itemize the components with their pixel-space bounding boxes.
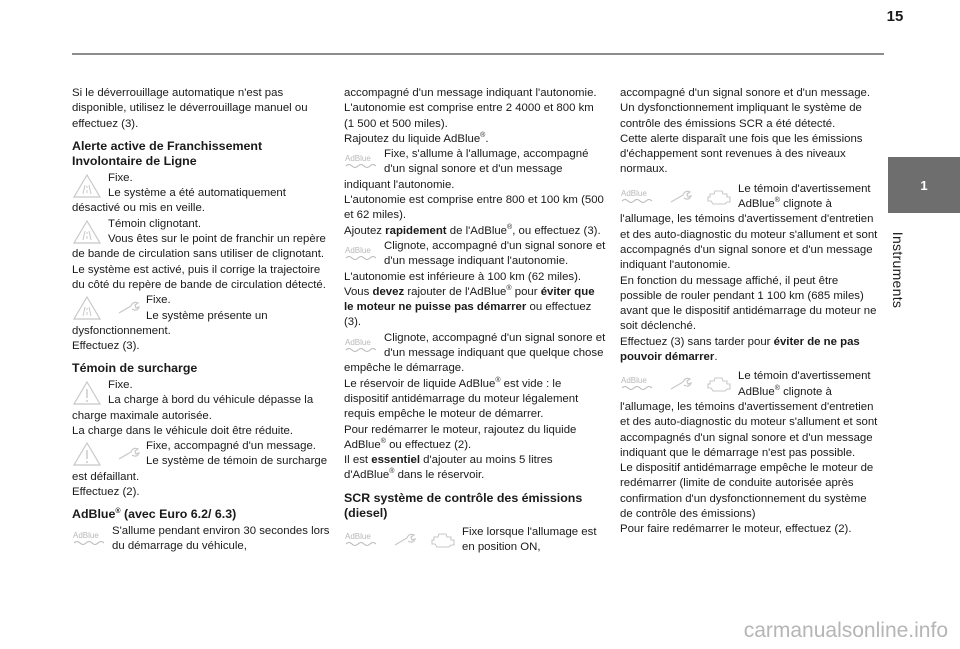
overload-fault-block: Fixe, accompagné d'un message. Le système de témoin de surcharge est défaillant. [72,440,328,483]
svg-text:AdBlue: AdBlue [345,154,371,164]
lane-fixed-block: Fixe. Le système a été automatiquement désactivé ou mis en veille. [72,171,286,215]
adblue-icon [344,335,378,357]
intro-text: Si le déverrouillage automatique n'est pas disponible, utilisez le déverrouillage manuel ou effectuez (3). [72,87,308,130]
overload-warning-icon [72,380,102,406]
heading-adblue: AdBlue® (avec Euro 6.2/ 6.3) [72,507,237,522]
lane-blink-block: Témoin clignotant. Vous êtes sur le point de franchir un repère de bande de circulation sans utiliser de clignotant. [72,217,326,261]
chapter-label: Instruments [890,231,907,309]
scr-fixed-block: AdBlue Fixe lorsque l'allumage est en position ON, [345,525,597,554]
engine-icon [430,531,456,549]
chapter-number: 1 [920,177,928,193]
wrench-icon [116,446,140,462]
lane-fault-block: Fixe. Le système présente un dysfonctionnement. [72,294,268,337]
column-1: Si le déverrouillage automatique n'est pas disponible, utilisez le déverrouillage manuel ou effectuez (3). Alerte active de Franchissement Involontaire de Ligne Fixe. Le système a été automatiquement désactivé ou mis en veille. Témoin clignotant. Vous êtes sur le point de franchir un repère de bande de circulation sans utiliser de clignotant. Le système est activé, puis il corrige la trajectoire du côté du repère de bande de circulation détecté. Fixe. Le système présente un dysfonctionnement. Effectuez (3). Témoin de surcharge Fixe. La charge à bord du véhicule dépasse la charge maximale autorisée. La charge dans le véhicule doit être réduite. Fixe, accompagné d'un message. Le système de témoin de surcharge est défaillant. Effectuez (2). AdBlue® (avec Euro 6.2/ 6.3) AdBlue S'allume pendant environ 30 secondes lors du démarrage du véhicule, [72,86,334,554]
wrench-icon [668,376,692,392]
adblue-icon [72,528,106,550]
overload-warning-icon [72,441,102,467]
overload-fixed-block: Fixe. La charge à bord du véhicule dépasse la charge maximale autorisée. [72,378,314,422]
svg-text:AdBlue: AdBlue [345,245,371,255]
lane-warning-icon [72,173,102,199]
adblue-icon [620,186,654,208]
heading-lane-departure: Alerte active de Franchissement Involontaire de Ligne [72,138,263,169]
svg-text:AdBlue: AdBlue [345,531,371,541]
adblue-icon [344,243,378,265]
adblue-warning-block-2: AdBlue Le témoin d'avertissement AdBlue® clignote à l'allumage, les témoins d'avertissement d'entretien et des auto-diagnostic du moteur s'allument et sont accompagnés d'un signal sonore et d'un message indiquant que le démarrage n'est pas possible. [620,370,878,459]
lane-warning-icon [72,219,102,245]
wrench-icon [116,300,140,316]
column-3: accompagné d'un signal sonore et d'un message. Un dysfonctionnement impliquant le système de contrôle des émissions SCR a été détecté. Cette alerte disparaît une fois que les émissions d'échappement sont revenues à des niveaux normaux. AdBlue Le témoin d'avertissement AdBlue® clignote à l'allumage, les témoins d'avertissement d'entretien et des auto-diagnostic du moteur s'allument et sont accompagnés d'un signal sonore et d'un message indiquant l'autonomie. En fonction du message affiché, il peut être possible de rouler pendant 1 100 km (685 miles) avant que le dispositif antidémarrage du moteur ne soit déclenché. Effectuez (3) sans tarder pour éviter de ne pas pouvoir démarrer. AdBlue Le témoin d'avertissement AdBlue® clignote à l'allumage, les témoins d'avertissement d'entretien et des auto-diagnostic du moteur s'allument et sont accompagnés d'un signal sonore et d'un message indiquant que le démarrage n'est pas possible. Le dispositif antidémarrage empêche le moteur de redémarrer (limite de conduite autorisée après confirmation d'un dysfonctionnement du système de contrôle des émissions) Pour faire redémarrer le moteur, effectuez (2). [620,86,882,538]
svg-text:AdBlue: AdBlue [621,376,647,386]
page-number: 15 [886,8,904,25]
heading-overload: Témoin de surcharge [72,361,198,376]
adblue-warning-block-1: AdBlue Le témoin d'avertissement AdBlue® clignote à l'allumage, les témoins d'avertissement d'entretien et des auto-diagnostic du moteur s'allument et sont accompagnés d'un signal sonore et d'un message indiquant l'autonomie. [620,182,878,272]
engine-icon [706,375,732,393]
chapter-tab[interactable] [888,157,960,213]
wrench-icon [668,189,692,205]
heading-scr: SCR système de contrôle des émissions (diesel) [344,490,583,521]
adblue-on-block: AdBlue S'allume pendant environ 30 secondes lors du démarrage du véhicule, [73,524,330,553]
svg-text:AdBlue: AdBlue [345,337,371,347]
adblue-icon [620,373,654,395]
engine-icon [706,188,732,206]
svg-text:AdBlue: AdBlue [73,530,99,540]
wrench-icon [392,532,416,548]
header-rule [72,53,884,55]
column-2: accompagné d'un message indiquant l'autonomie. L'autonomie est comprise entre 2 4000 et 800 km (1 500 et 500 miles). Rajoutez du liquide AdBlue®. AdBlue Fixe, s'allume à l'allumage, accompagné d'un signal sonore et d'un message indiquant l'autonomie. L'autonomie est comprise entre 800 et 100 km (500 et 62 miles). Ajoutez rapidement de l'AdBlue®, ou effectuez (3). AdBlue Clignote, accompagné d'un signal sonore et d'un message indiquant l'autonomie. L'autonomie est inférieure à 100 km (62 miles). Vous devez rajouter de l'AdBlue® pour éviter que le moteur ne puisse pas démarrer ou effectuez (3). AdBlue Clignote, accompagné d'un signal sonore et d'un message indiquant que quelque chose empêche le démarrage. Le réservoir de liquide AdBlue® est vide : le dispositif antidémarrage du moteur légalement requis empêche le moteur de démarrer. Pour redémarrer le moteur, rajoutez du liquide AdBlue® ou effectuez (2). Il est essentiel d'ajouter au moins 5 litres d'AdBlue® dans le réservoir. SCR système de contrôle des émissions (diesel) AdBlue Fixe lorsque l'allumage est en position ON, [344,86,606,555]
watermark: carmanualsonline.info [743,619,948,642]
svg-text:AdBlue: AdBlue [621,188,647,198]
lane-warning-icon [72,295,102,321]
adblue-icon [344,529,378,551]
adblue-fixed-block: AdBlue Fixe, s'allume à l'allumage, accompagné d'un signal sonore et d'un message indiquant l'autonomie. [344,148,589,191]
adblue-icon [344,151,378,173]
adblue-nostart-block: AdBlue Clignote, accompagné d'un signal sonore et d'un message indiquant que quelque chose empêche le démarrage. [344,331,606,375]
adblue-blink-block: AdBlue Clignote, accompagné d'un signal sonore et d'un message indiquant l'autonomie. [345,239,606,268]
